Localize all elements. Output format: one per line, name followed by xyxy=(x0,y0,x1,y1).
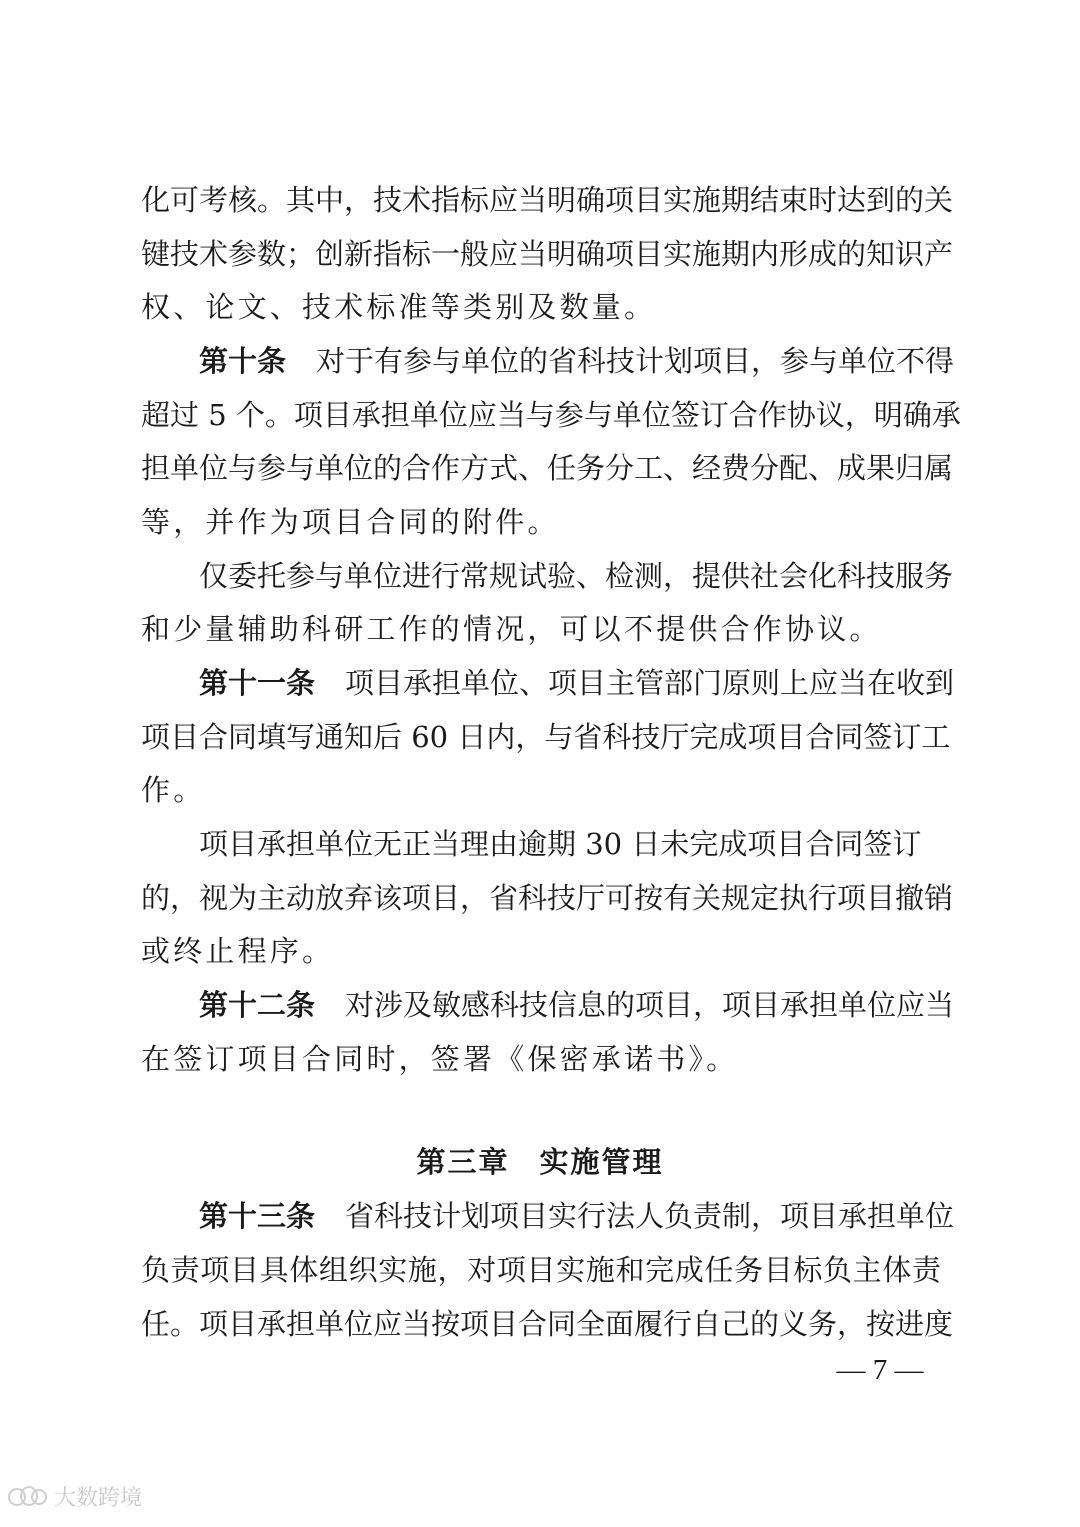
text-line: 任。项目承担单位应当按项目合同全面履行自己的义务，按进度 xyxy=(141,1307,954,1341)
article-12-first-line xyxy=(199,985,955,1025)
text-line: 权、论文、技术标准等类别及数量。 xyxy=(141,290,657,324)
article-heading: 第十一条 xyxy=(199,666,316,700)
text-line: 键技术参数；创新指标一般应当明确项目实施期内形成的知识产 xyxy=(141,237,954,271)
text-segment: 对涉及敏感科技信息的项目，项目承担单位应当 xyxy=(345,988,955,1022)
chapter-title: 实施管理 xyxy=(539,1145,664,1179)
text-line: 或终止程序。 xyxy=(141,934,335,968)
text-line: 项目承担单位无正当理由逾期 30 日未完成项目合同签订 xyxy=(199,827,922,861)
article-heading: 第十条 xyxy=(199,344,287,378)
text-line: 在签订项目合同时，签署《保密承诺书》。 xyxy=(141,1042,739,1076)
chapter-number: 第三章 xyxy=(416,1145,510,1179)
watermark-logo-icon xyxy=(8,1484,48,1510)
text-line: 化可考核。其中，技术指标应当明确项目实施期结束时达到的关 xyxy=(141,183,954,217)
text-segment: 项目承担单位、项目主管部门原则上应当在收到 xyxy=(345,666,955,700)
text-line: 超过 5 个。项目承担单位应当与参与单位签订合作协议，明确承 xyxy=(141,398,961,432)
watermark xyxy=(8,1481,142,1512)
article-heading: 第十三条 xyxy=(199,1199,316,1233)
text-line: 的，视为主动放弃该项目，省科技厅可按有关规定执行项目撤销 xyxy=(141,881,954,915)
text-line: 负责项目具体组织实施，对项目实施和完成任务目标负主体责 xyxy=(141,1253,941,1287)
text-line: 仅委托参与单位进行常规试验、检测，提供社会化科技服务 xyxy=(199,559,954,593)
text-line: 作。 xyxy=(141,773,206,807)
chapter-heading xyxy=(0,1142,1080,1182)
watermark-text: 大数跨境 xyxy=(54,1486,143,1511)
text-line: 项目合同填写通知后 60 日内，与省科技厅完成项目合同签订工 xyxy=(141,720,951,754)
article-heading: 第十二条 xyxy=(199,988,316,1022)
text-segment: 省科技计划项目实行法人负责制，项目承担单位 xyxy=(345,1199,955,1233)
text-segment: 对于有参与单位的省科技计划项目，参与单位不得 xyxy=(316,344,955,378)
article-11-first-line xyxy=(199,663,955,703)
article-13-first-line xyxy=(199,1196,955,1236)
text-line: 等，并作为项目合同的附件。 xyxy=(141,505,560,539)
article-10-first-line xyxy=(199,341,955,381)
page-number: — 7 — xyxy=(836,1354,924,1386)
text-line: 和少量辅助科研工作的情况，可以不提供合作协议。 xyxy=(141,612,882,646)
text-line: 担单位与参与单位的合作方式、任务分工、经费分配、成果归属 xyxy=(141,451,954,485)
